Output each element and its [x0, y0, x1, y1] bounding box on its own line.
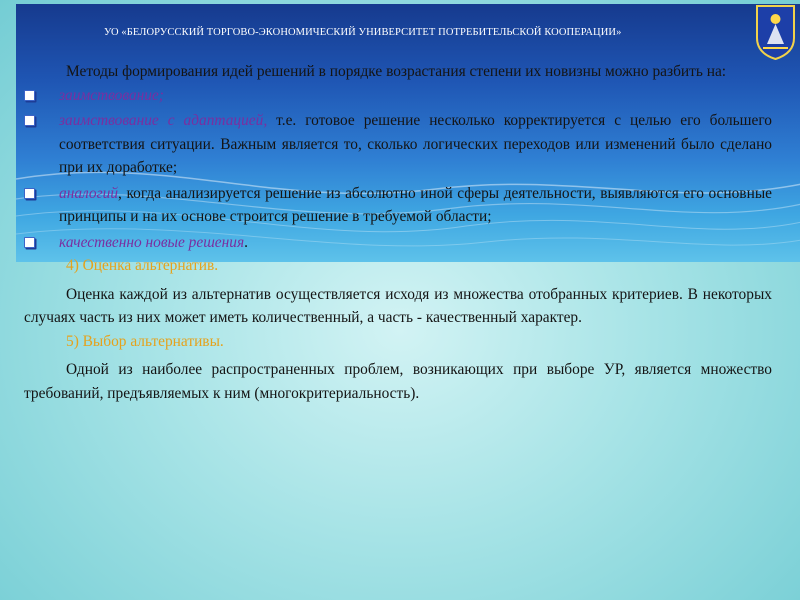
list-item	[24, 231, 772, 255]
university-header-title: УО «БЕЛОРУССКИЙ ТОРГОВО-ЭКОНОМИЧЕСКИЙ УНИВЕРСИТЕТ ПОТРЕБИТЕЛЬСКОЙ КООПЕРАЦИИ»	[104, 27, 622, 38]
square-bullet-icon	[24, 237, 35, 248]
list-item-term: заимствование с адаптацией,	[59, 112, 268, 129]
list-item	[24, 84, 772, 108]
intro-paragraph: Методы формирования идей решений в порядке возрастания степени их новизны можно разбить на:	[66, 63, 727, 80]
section-heading-5: 5) Выбор альтернативы.	[66, 332, 224, 350]
list-item-term: качественно новые решения	[59, 233, 245, 251]
university-coat-of-arms-icon	[755, 4, 796, 60]
square-bullet-icon	[24, 90, 35, 101]
list-item	[24, 109, 772, 180]
slide-content	[24, 60, 772, 405]
section-heading-4: 4) Оценка альтернатив.	[66, 257, 219, 274]
list-item-text: .	[244, 233, 248, 251]
list-item-text: , когда анализируется решение из абсолютно иной сферы деятельности, выявляются его основные принципы и на их основе строится решение в требуемой области;	[59, 184, 772, 225]
list-item-text: т.е. готовое решение несколько корректируется с целью его большего соответствия ситуации. Важным является то, сколько логических переходов или изменений было сделано при их доработке;	[59, 112, 772, 176]
list-item	[24, 182, 772, 229]
paragraph-5: Одной из наиболее распространенных проблем, возникающих при выборе УР, является множество требований, предъявляемых к ним (многокритериальность).	[24, 361, 772, 402]
square-bullet-icon	[24, 188, 35, 199]
list-item-term: заимствование;	[59, 86, 164, 104]
paragraph-4: Оценка каждой из альтернатив осуществляется исходя из множества отобранных критериев. В некоторых случаях часть из них может иметь количественный, а часть - качественный характер.	[24, 285, 772, 326]
square-bullet-icon	[24, 115, 35, 126]
list-item-term: аналогий	[59, 184, 119, 202]
